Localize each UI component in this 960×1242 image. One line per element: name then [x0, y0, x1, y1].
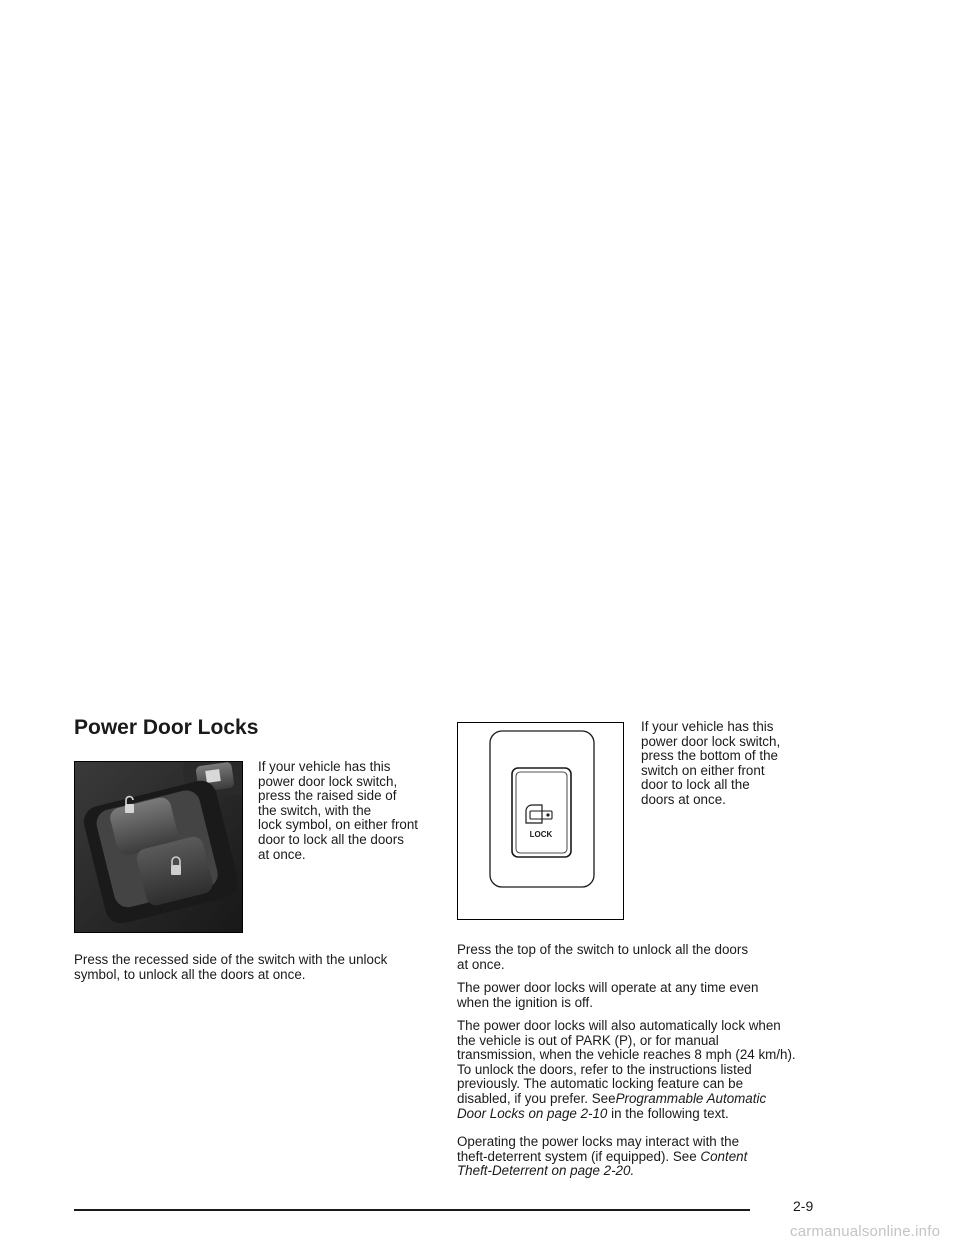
right-operate-text	[457, 981, 758, 1010]
footer-rule	[74, 1209, 750, 1211]
text-line: Press the recessed side of the switch with the unlock	[74, 952, 388, 967]
text-line: at once.	[258, 846, 306, 862]
door-lock-switch-photo	[74, 761, 243, 933]
text-line: If your vehicle has this	[641, 719, 774, 734]
watermark: carmanualsonline.info	[790, 1223, 941, 1240]
programmable-locks-reference: Programmable Automatic	[615, 1090, 767, 1106]
text-line: switch on either front	[641, 762, 765, 778]
text-fragment: disabled, if you prefer. See	[457, 1090, 616, 1106]
theft-deterrent-page-reference: Theft-Deterrent on page 2-20.	[457, 1163, 635, 1179]
text-line	[457, 1164, 747, 1179]
left-unlock-text	[74, 953, 387, 982]
text-line	[457, 1150, 747, 1165]
page-title: Power Door Locks	[74, 716, 259, 739]
theft-deterrent-reference: Content	[700, 1148, 748, 1164]
text-line: Press the top of the switch to unlock all the doors	[457, 942, 749, 957]
right-auto-lock-text	[457, 1019, 796, 1121]
programmable-locks-page-reference: Door Locks on page 2-10	[457, 1105, 608, 1121]
text-line: The power door locks will also automatically lock when	[457, 1018, 781, 1033]
text-line: transmission, when the vehicle reaches 8 mph (24 km/h).	[457, 1047, 796, 1063]
text-line: Operating the power locks may interact with the	[457, 1134, 740, 1149]
text-line: The power door locks will operate at any time even	[457, 980, 759, 995]
text-line	[457, 1092, 796, 1107]
text-line: when the ignition is off.	[457, 994, 593, 1010]
page-number: 2-9	[793, 1198, 814, 1214]
right-intro-text	[641, 720, 780, 808]
left-intro-text	[258, 760, 418, 862]
text-line: door to lock all the	[641, 777, 750, 793]
diagram-lock-label: LOCK	[529, 830, 553, 839]
text-line: To unlock the doors, refer to the instructions listed	[457, 1061, 752, 1077]
text-line: symbol, to unlock all the doors at once.	[74, 966, 306, 982]
text-fragment: in the following text.	[607, 1105, 729, 1121]
text-line: power door lock switch,	[258, 773, 398, 789]
text-fragment: theft-deterrent system (if equipped). See	[457, 1148, 697, 1164]
text-line: press the raised side of	[258, 788, 397, 804]
text-line: press the bottom of the	[641, 748, 778, 764]
text-line: If your vehicle has this	[258, 759, 391, 774]
text-line: the vehicle is out of PARK (P), or for manual	[457, 1032, 719, 1048]
text-line: power door lock switch,	[641, 733, 781, 749]
right-unlock-text	[457, 943, 748, 972]
text-line: doors at once.	[641, 791, 726, 807]
text-line	[457, 1107, 796, 1122]
text-line: door to lock all the doors	[258, 831, 404, 847]
text-line: previously. The automatic locking feature can be	[457, 1076, 744, 1092]
text-line: the switch, with the	[258, 802, 372, 818]
right-theft-text	[457, 1135, 747, 1179]
text-line: at once.	[457, 956, 505, 972]
lock-switch-diagram	[457, 722, 624, 920]
text-line: lock symbol, on either front	[258, 817, 419, 833]
